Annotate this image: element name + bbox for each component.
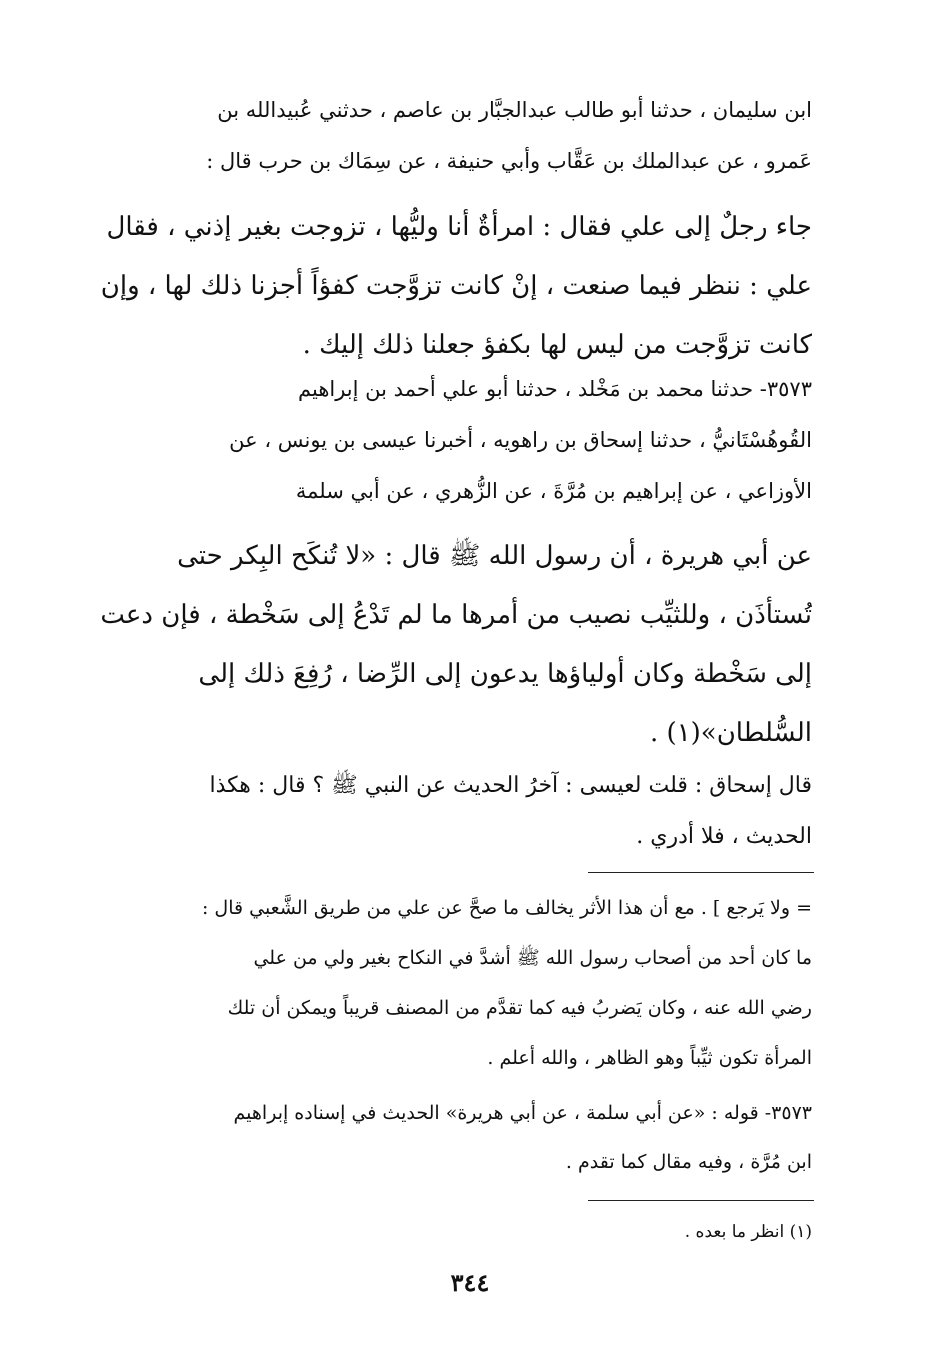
text-line: عن أبي هريرة ، أن رسول الله ﷺ قال : «لا تُنكَح البِكر حتى [177, 541, 812, 571]
commentary-paragraph-1 [100, 883, 812, 1083]
text-line: ٣٥٧٣- قوله : «عن أبي سلمة ، عن أبي هريرة» الحديث في إسناده إبراهيم [233, 1102, 812, 1124]
commentary-paragraph-2 [100, 1089, 812, 1187]
remark-paragraph [100, 760, 812, 862]
text-line: ابن مُرَّة ، وفيه مقال كما تقدم . [565, 1151, 812, 1173]
text-line: عَمرو ، عن عبدالملك بن عَقَّاب وأبي حنيفة ، عن سِمَاك بن حرب قال : [206, 149, 812, 173]
footnote-separator-rule [588, 1200, 814, 1201]
isnad-paragraph-1 [100, 85, 812, 187]
matn-paragraph-1 [100, 198, 812, 375]
text-line: علي : ننظر فيما صنعت ، إنْ كانت تزوَّجت كفؤاً أجزنا ذلك لها ، وإن [100, 271, 812, 301]
text-line: ٣٥٧٣- حدثنا محمد بن مَخْلد ، حدثنا أبو علي أحمد بن إبراهيم [298, 377, 812, 401]
footnote-text: (١) انظر ما بعده . [684, 1222, 812, 1242]
text-line: = ولا يَرجع ] . مع أن هذا الأثر يخالف ما صحَّ عن علي من طريق الشَّعبي قال : [201, 897, 812, 919]
text-line: الحديث ، فلا أدري . [636, 824, 812, 849]
footnote [100, 1212, 812, 1252]
separator-rule [588, 872, 814, 873]
text-line: ابن سليمان ، حدثنا أبو طالب عبدالجبَّار بن عاصم ، حدثني عُبيدالله بن [217, 98, 812, 122]
text-line: قال إسحاق : قلت لعيسى : آخرُ الحديث عن النبي ﷺ ؟ قال : هكذا [209, 773, 812, 798]
text-line: ما كان أحد من أصحاب رسول الله ﷺ أشدَّ في النكاح بغير ولي من علي [253, 947, 812, 969]
text-line: السُّلطان»(١) . [650, 718, 812, 748]
text-line: جاء رجلٌ إلى علي فقال : امرأةٌ أنا وليُّها ، تزوجت بغير إذني ، فقال [106, 212, 812, 242]
text-line: تُستأذَن ، وللثيِّب نصيب من أمرها ما لم تَدْعُ إلى سَخْطة ، فإن دعت [100, 600, 812, 630]
text-line: القُوهُسْتَانيُّ ، حدثنا إسحاق بن راهويه ، أخبرنا عيسى بن يونس ، عن [229, 428, 812, 452]
text-line: المرأة تكون ثيِّباً وهو الظاهر ، والله أعلم . [487, 1047, 812, 1069]
page-number: ٣٤٤ [450, 1268, 490, 1297]
text-line: الأوزاعي ، عن إبراهيم بن مُرَّةَ ، عن الزُّهري ، عن أبي سلمة [295, 479, 812, 503]
text-line: كانت تزوَّجت من ليس لها بكفؤ جعلنا ذلك إليك . [302, 330, 812, 360]
text-line: رضي الله عنه ، وكان يَضربُ فيه كما تقدَّم من المصنف قريباً ويمكن أن تلك [227, 997, 812, 1019]
text-line: إلى سَخْطة وكان أولياؤها يدعون إلى الرِّضا ، رُفِعَ ذلك إلى [198, 659, 812, 689]
matn-paragraph-2 [100, 527, 812, 763]
isnad-paragraph-2 [100, 364, 812, 517]
